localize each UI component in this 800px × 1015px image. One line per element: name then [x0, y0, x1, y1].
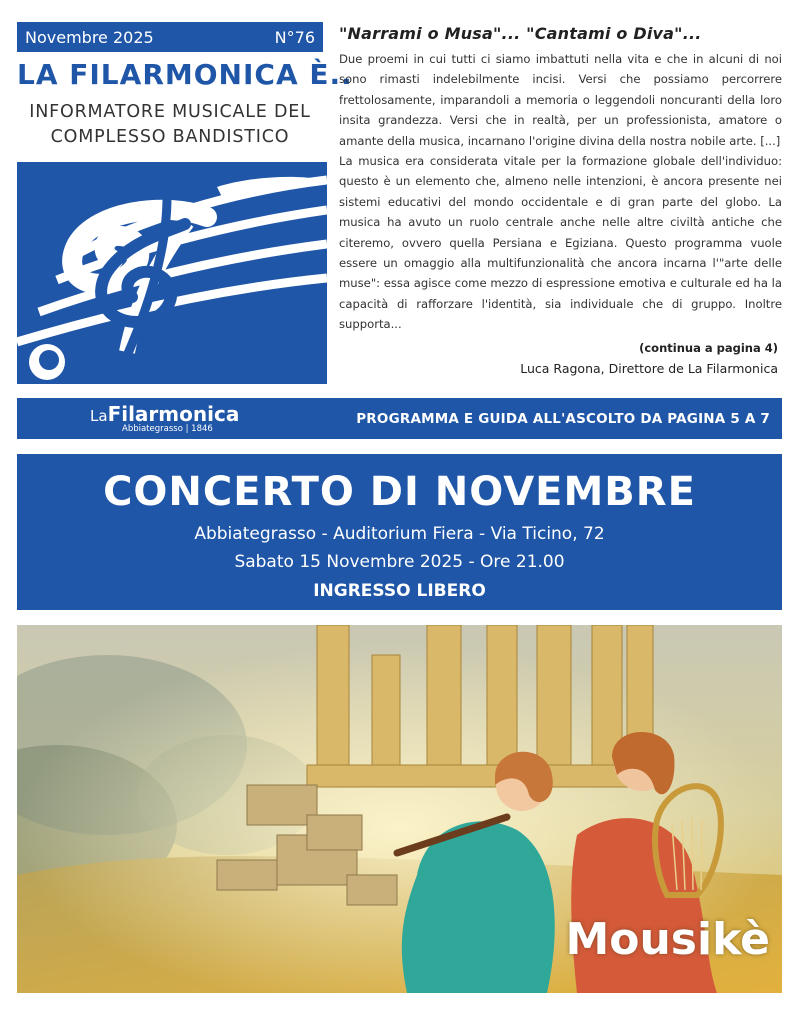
article-signature: Luca Ragona, Direttore de La Filarmonica: [520, 360, 778, 376]
subtitle-line-2: COMPLESSO BANDISTICO: [50, 127, 290, 147]
continue-link[interactable]: (continua a pagina 4): [639, 340, 778, 355]
concert-datetime: Sabato 15 Novembre 2025 - Ore 21.00: [234, 552, 565, 572]
newsletter-title: LA FILARMONICA È..: [17, 58, 353, 91]
issue-number: N°76: [274, 27, 315, 47]
program-guide-text: PROGRAMMA E GUIDA ALL'ASCOLTO DA PAGINA 5 A 7: [356, 410, 770, 427]
treble-clef-icon: [17, 162, 327, 384]
concert-title: CONCERTO DI NOVEMBRE: [103, 469, 696, 515]
logo-la: La: [90, 406, 108, 425]
filarmonica-logo: [90, 401, 240, 434]
issue-bar: [17, 22, 323, 52]
concert-venue: Abbiategrasso - Auditorium Fiera - Via Ticino, 72: [194, 524, 605, 544]
concert-entry: INGRESSO LIBERO: [313, 581, 486, 601]
program-strip: [17, 398, 782, 439]
concert-box: [17, 454, 782, 610]
newsletter-subtitle: [17, 100, 323, 150]
article-paragraph-1: Due proemi in cui tutti ci siamo imbattuti nella vita e che in alcuni di noi sono rimasti indelebilmente incisi. Versi che possiamo percorrere frettolosamente, imparandoli a memoria o leggendoli noncuranti della loro insita grandezza. Versi che in realtà, per un professionista, amatore o amante della musica, incarnano l'origine divina della nostra nobile arte. [...]: [339, 52, 782, 148]
logo-subtitle: Abbiategrasso | 1846: [122, 423, 213, 434]
article-paragraph-2: La musica era considerata vitale per la formazione globale dell'individuo: questo è un elemento che, almeno nelle intenzioni, è ancora presente nei sistemi educativi del mondo occidentale e di gran parte del globo. La musica ha avuto un ruolo centrale anche nelle altre civiltà antiche che citeremo, ovvero quella Persiana e Egiziana. Questo programma vuole essere un omaggio alla multifunzionalità che ancora incarna l'"arte delle muse": essa agisce come mezzo di espressione emotiva e culturale ed ha la capacità di rafforzare l'identità, sia individuale che di gruppo. Inoltre supporta...: [339, 154, 782, 332]
muses-painting: [17, 625, 782, 993]
editorial-article: [339, 24, 782, 376]
logo-name: Filarmonica: [107, 401, 240, 426]
issue-date: Novembre 2025: [25, 27, 154, 47]
article-headline: "Narrami o Musa"... "Cantami o Diva"...: [339, 24, 702, 43]
subtitle-line-1: INFORMATORE MUSICALE DEL: [29, 102, 311, 122]
painting-title: Mousikè: [565, 914, 770, 965]
